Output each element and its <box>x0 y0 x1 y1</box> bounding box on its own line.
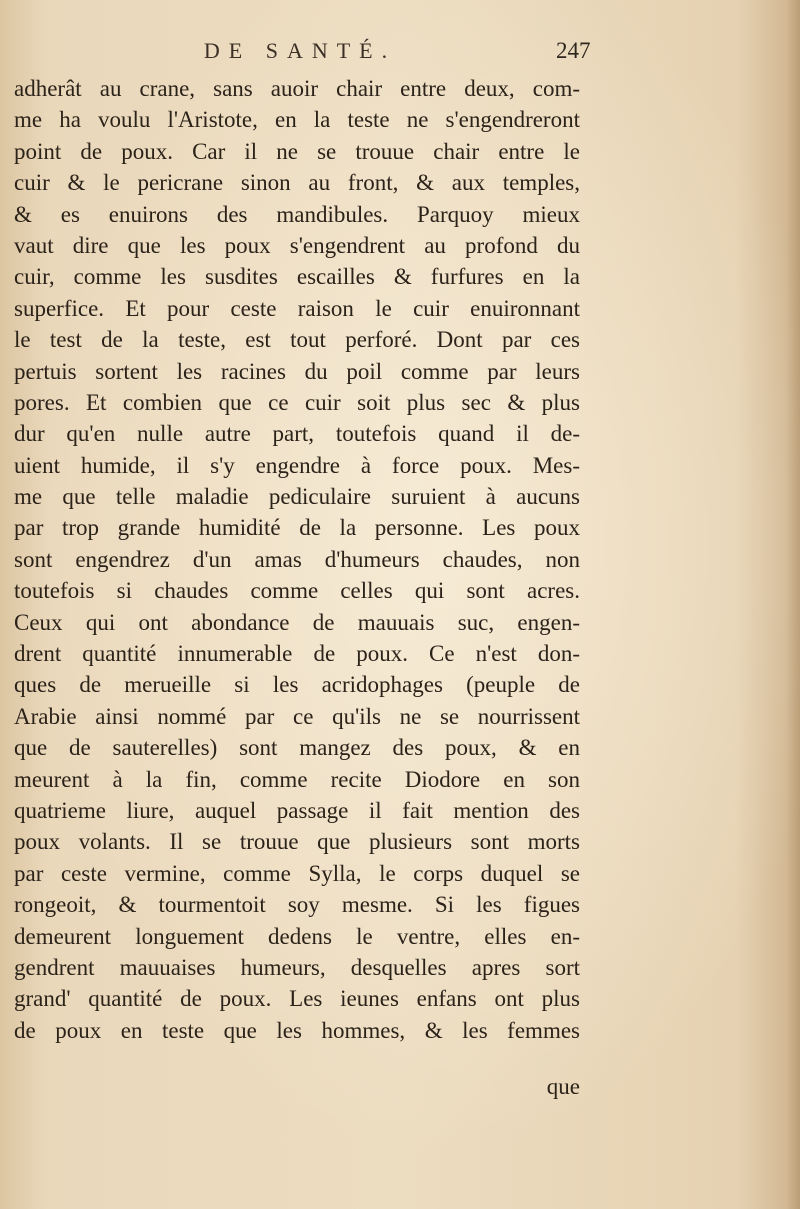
text-line-8: superfice. Et pour ceste raison le cuir enuironnant <box>14 295 580 321</box>
body-text <box>14 73 580 1046</box>
text-line-26: par ceste vermine, comme Sylla, le corps duquel se <box>14 860 580 886</box>
text-line-28: demeurent longuement dedens le ventre, elles en- <box>14 923 580 949</box>
text-line-20: ques de merueille si les acridophages (peuple de <box>14 672 580 698</box>
text-line-22: que de sauterelles) sont mangez des poux, & en <box>14 735 580 761</box>
text-line-23: meurent à la fin, comme recite Diodore en son <box>14 766 580 792</box>
text-line-24: quatrieme liure, auquel passage il fait mention des <box>14 797 580 823</box>
catchword: que <box>546 1074 580 1099</box>
text-line-31: de poux en teste que les hommes, & les femmes <box>14 1017 580 1043</box>
text-line-5: & es enuirons des mandibules. Parquoy mieux <box>14 201 580 227</box>
text-line-2: me ha voulu l'Aristote, en la teste ne s'engendreront <box>14 107 580 133</box>
text-line-6: vaut dire que les poux s'engendrent au profond du <box>14 232 580 258</box>
text-line-18: Ceux qui ont abondance de mauuais suc, engen- <box>14 609 580 635</box>
text-line-7: cuir, comme les susdites escailles & furfures en la <box>14 264 580 290</box>
text-line-10: pertuis sortent les racines du poil comme par leurs <box>14 358 580 384</box>
text-line-16: sont engendrez d'un amas d'humeurs chaudes, non <box>14 546 580 572</box>
text-line-21: Arabie ainsi nommé par ce qu'ils ne se nourrissent <box>14 703 580 729</box>
page-number: 247 <box>556 38 591 63</box>
text-line-25: poux volants. Il se trouue que plusieurs sont morts <box>14 829 580 855</box>
text-line-12: dur qu'en nulle autre part, toutefois quand il de- <box>14 421 580 447</box>
running-head: DE SANTÉ. <box>203 38 397 63</box>
text-line-27: rongeoit, & tourmentoit soy mesme. Si les figues <box>14 892 580 918</box>
text-line-11: pores. Et combien que ce cuir soit plus sec & plus <box>14 389 580 415</box>
text-line-13: uient humide, il s'y engendre à force poux. Mes- <box>14 452 580 478</box>
text-line-3: point de poux. Car il ne se trouue chair entre le <box>14 138 580 164</box>
text-line-29: gendrent mauuaises humeurs, desquelles apres sort <box>14 954 580 980</box>
text-line-17: toutefois si chaudes comme celles qui sont acres. <box>14 578 580 604</box>
text-line-19: drent quantité innumerable de poux. Ce n'est don- <box>14 641 580 667</box>
text-line-9: le test de la teste, est tout perforé. Dont par ces <box>14 327 580 353</box>
text-line-15: par trop grande humidité de la personne. Les poux <box>14 515 580 541</box>
page-edge-shadow <box>786 0 800 1209</box>
text-line-1: adherât au crane, sans auoir chair entre deux, com- <box>14 76 580 101</box>
text-line-30: grand' quantité de poux. Les ieunes enfans ont plus <box>14 986 580 1012</box>
text-line-14: me que telle maladie pediculaire suruient à aucuns <box>14 484 580 510</box>
text-line-4: cuir & le pericrane sinon au front, & aux temples, <box>14 170 580 196</box>
